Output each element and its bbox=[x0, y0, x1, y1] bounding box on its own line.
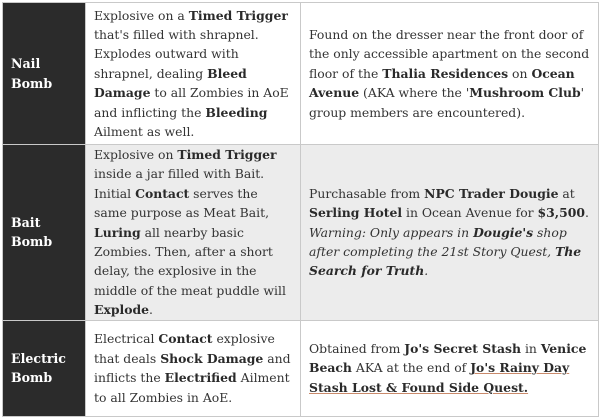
item-description bbox=[86, 3, 301, 145]
loc-text: Obtained from bbox=[309, 341, 405, 357]
item-name: Electric Bomb bbox=[3, 320, 86, 416]
item-location bbox=[301, 145, 599, 321]
item-location bbox=[301, 3, 599, 145]
loc-bold: Ocean Avenue bbox=[309, 65, 575, 101]
loc-bold: Serling Hotel bbox=[309, 205, 403, 221]
loc-bold: $3,500 bbox=[537, 205, 585, 221]
desc-text: to all Zombies in AoE and inflicting the bbox=[94, 85, 289, 120]
loc-text: . bbox=[584, 205, 589, 221]
item-name: Nail Bomb bbox=[3, 3, 86, 145]
desc-bold: Contact bbox=[135, 185, 190, 201]
desc-bold: Contact bbox=[158, 331, 213, 347]
loc-italic: . bbox=[424, 263, 429, 279]
desc-text: Electrical bbox=[94, 331, 159, 347]
loc-text: Purchasable from bbox=[309, 185, 425, 201]
loc-bold: NPC Trader Dougie bbox=[424, 185, 559, 201]
item-description bbox=[86, 320, 301, 416]
desc-bold: Bleed Damage bbox=[94, 65, 247, 101]
desc-text: Explosive on a bbox=[94, 7, 189, 23]
desc-bold: Timed Trigger bbox=[188, 7, 288, 23]
table-row bbox=[3, 3, 599, 145]
loc-text: (AKA where the ' bbox=[359, 85, 470, 101]
table-row bbox=[3, 320, 599, 416]
loc-italic: shop after completing the 21st Story Quest, bbox=[309, 224, 567, 260]
desc-bold: Bleeding bbox=[205, 104, 268, 120]
loc-text: in bbox=[521, 341, 541, 357]
side-quest-link[interactable]: Jo's Rainy Day Stash Lost & Found Side Quest. bbox=[309, 360, 570, 395]
desc-text: and inflicts the bbox=[94, 350, 291, 386]
desc-text: that's filled with shrapnel. Explodes outward with shrapnel, dealing bbox=[94, 26, 259, 81]
desc-text: Ailment to all Zombies in AoE. bbox=[94, 370, 290, 405]
loc-bold: Venice Beach bbox=[309, 341, 587, 376]
loc-bold: Mushroom Club bbox=[469, 85, 581, 101]
desc-bold: Explode bbox=[94, 302, 150, 318]
loc-italic-bold: Dougie's bbox=[473, 224, 534, 240]
desc-text: explosive that deals bbox=[94, 331, 275, 366]
item-description bbox=[86, 145, 301, 321]
loc-text: Found on the dresser near the front door of the only accessible apartment on the second floor of the bbox=[309, 26, 590, 81]
desc-bold: Luring bbox=[94, 224, 141, 240]
bomb-table bbox=[2, 2, 599, 417]
table-row bbox=[3, 145, 599, 321]
desc-text: Ailment as well. bbox=[94, 124, 195, 140]
loc-italic-bold: The Search for Truth bbox=[309, 244, 582, 279]
desc-text: serves the same purpose as Meat Bait, bbox=[94, 185, 270, 221]
item-location bbox=[301, 320, 599, 416]
desc-bold: Electrified bbox=[164, 370, 237, 386]
desc-text: all nearby basic Zombies. Then, after a short delay, the explosive in the middle of the meat puddle will bbox=[94, 224, 286, 298]
loc-bold: Thalia Residences bbox=[382, 65, 509, 81]
loc-bold: Jo's Secret Stash bbox=[404, 341, 521, 357]
loc-text: ' group members are encountered). bbox=[309, 85, 585, 120]
desc-text: inside a jar filled with Bait. Initial bbox=[94, 166, 265, 201]
loc-text: on bbox=[508, 65, 532, 81]
item-name: Bait Bomb bbox=[3, 145, 86, 321]
loc-text: AKA at the end of bbox=[351, 360, 471, 376]
loc-italic: Warning: Only appears in bbox=[309, 224, 474, 240]
desc-bold: Shock Damage bbox=[160, 350, 264, 366]
desc-bold: Timed Trigger bbox=[177, 147, 277, 162]
desc-text: . bbox=[149, 302, 153, 318]
loc-text: in Ocean Avenue for bbox=[402, 205, 538, 221]
loc-text: at bbox=[558, 185, 575, 201]
desc-text: Explosive on bbox=[94, 147, 178, 162]
